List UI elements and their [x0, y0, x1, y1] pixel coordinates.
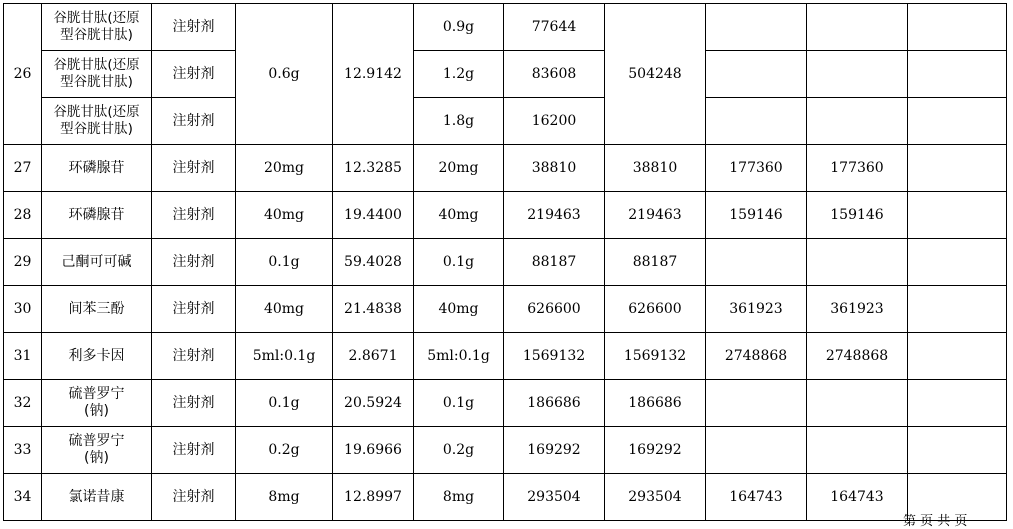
sub-specification: 40mg: [414, 286, 504, 333]
drug-name: 间苯三酚: [42, 286, 152, 333]
specification: 40mg: [236, 286, 333, 333]
sub-specification: 0.1g: [414, 239, 504, 286]
unit-price: 12.3285: [333, 145, 414, 192]
sub-specification: 5ml:0.1g: [414, 333, 504, 380]
specification: 8mg: [236, 474, 333, 521]
table-row: [4, 380, 1007, 427]
column-9: 164743: [807, 474, 908, 521]
dosage-form: 注射剂: [152, 380, 236, 427]
unit-price: 2.8671: [333, 333, 414, 380]
quantity: 88187: [504, 239, 605, 286]
drug-name: 环磷腺苷: [42, 145, 152, 192]
dosage-form: 注射剂: [152, 333, 236, 380]
column-9: [807, 4, 908, 51]
drug-name: 己酮可可碱: [42, 239, 152, 286]
row-number: 29: [4, 239, 42, 286]
column-10: [908, 380, 1007, 427]
column-10: [908, 4, 1007, 51]
quantity: 219463: [504, 192, 605, 239]
table-row: [4, 286, 1007, 333]
specification: 0.6g: [236, 4, 333, 145]
table-row: [4, 145, 1007, 192]
sub-specification: 0.9g: [414, 4, 504, 51]
table-row: [4, 474, 1007, 521]
row-number: 27: [4, 145, 42, 192]
specification: 0.1g: [236, 239, 333, 286]
specification: 0.1g: [236, 380, 333, 427]
row-number: 28: [4, 192, 42, 239]
total-quantity: 626600: [605, 286, 706, 333]
total-quantity: 504248: [605, 4, 706, 145]
column-8: 164743: [706, 474, 807, 521]
unit-price: 21.4838: [333, 286, 414, 333]
quantity: 77644: [504, 4, 605, 51]
column-10: [908, 286, 1007, 333]
specification: 5ml:0.1g: [236, 333, 333, 380]
unit-price: 19.6966: [333, 427, 414, 474]
column-8: 361923: [706, 286, 807, 333]
dosage-form: 注射剂: [152, 51, 236, 98]
drug-name: 环磷腺苷: [42, 192, 152, 239]
column-9: 361923: [807, 286, 908, 333]
table-row: [4, 333, 1007, 380]
table-row: [4, 4, 1007, 51]
column-9: [807, 98, 908, 145]
sub-specification: 20mg: [414, 145, 504, 192]
unit-price: 59.4028: [333, 239, 414, 286]
column-8: [706, 239, 807, 286]
dosage-form: 注射剂: [152, 474, 236, 521]
dosage-form: 注射剂: [152, 192, 236, 239]
column-10: [908, 51, 1007, 98]
total-quantity: 169292: [605, 427, 706, 474]
column-8: [706, 98, 807, 145]
total-quantity: 219463: [605, 192, 706, 239]
sub-specification: 1.2g: [414, 51, 504, 98]
column-10: [908, 192, 1007, 239]
row-number: 31: [4, 333, 42, 380]
quantity: 38810: [504, 145, 605, 192]
column-9: [807, 380, 908, 427]
column-9: [807, 427, 908, 474]
column-8: [706, 427, 807, 474]
row-number: 30: [4, 286, 42, 333]
total-quantity: 1569132: [605, 333, 706, 380]
column-9: 2748868: [807, 333, 908, 380]
column-10: [908, 98, 1007, 145]
quantity: 293504: [504, 474, 605, 521]
unit-price: 12.9142: [333, 4, 414, 145]
sub-specification: 0.1g: [414, 380, 504, 427]
quantity: 626600: [504, 286, 605, 333]
total-quantity: 88187: [605, 239, 706, 286]
sub-specification: 40mg: [414, 192, 504, 239]
unit-price: 12.8997: [333, 474, 414, 521]
table-row: [4, 427, 1007, 474]
column-8: [706, 380, 807, 427]
column-10: [908, 145, 1007, 192]
quantity: 1569132: [504, 333, 605, 380]
row-number: 32: [4, 380, 42, 427]
sub-specification: 0.2g: [414, 427, 504, 474]
dosage-form: 注射剂: [152, 286, 236, 333]
drug-name: 硫普罗宁 (钠): [42, 380, 152, 427]
row-number: 34: [4, 474, 42, 521]
sub-specification: 8mg: [414, 474, 504, 521]
quantity: 83608: [504, 51, 605, 98]
unit-price: 19.4400: [333, 192, 414, 239]
column-10: [908, 333, 1007, 380]
unit-price: 20.5924: [333, 380, 414, 427]
row-number: 33: [4, 427, 42, 474]
quantity: 186686: [504, 380, 605, 427]
specification: 20mg: [236, 145, 333, 192]
row-number: 26: [4, 4, 42, 145]
quantity: 169292: [504, 427, 605, 474]
table-row: [4, 239, 1007, 286]
drug-name: 硫普罗宁 (钠): [42, 427, 152, 474]
drug-name: 谷胱甘肽(还原 型谷胱甘肽): [42, 98, 152, 145]
quantity: 16200: [504, 98, 605, 145]
dosage-form: 注射剂: [152, 4, 236, 51]
dosage-form: 注射剂: [152, 239, 236, 286]
column-8: [706, 51, 807, 98]
column-8: [706, 4, 807, 51]
table-row: [4, 192, 1007, 239]
column-9: [807, 239, 908, 286]
column-9: [807, 51, 908, 98]
total-quantity: 38810: [605, 145, 706, 192]
specification: 40mg: [236, 192, 333, 239]
drug-name: 氯诺昔康: [42, 474, 152, 521]
drug-name: 谷胱甘肽(还原 型谷胱甘肽): [42, 51, 152, 98]
dosage-form: 注射剂: [152, 98, 236, 145]
column-8: 159146: [706, 192, 807, 239]
total-quantity: 293504: [605, 474, 706, 521]
specification: 0.2g: [236, 427, 333, 474]
column-8: 2748868: [706, 333, 807, 380]
drug-name: 利多卡因: [42, 333, 152, 380]
dosage-form: 注射剂: [152, 427, 236, 474]
dosage-form: 注射剂: [152, 145, 236, 192]
column-10: [908, 239, 1007, 286]
page-footer-note: 第 页 共 页: [903, 514, 968, 529]
column-9: 177360: [807, 145, 908, 192]
column-9: 159146: [807, 192, 908, 239]
drug-name: 谷胱甘肽(还原 型谷胱甘肽): [42, 4, 152, 51]
sub-specification: 1.8g: [414, 98, 504, 145]
drug-price-table: [3, 3, 1007, 521]
table-row: [4, 51, 1007, 98]
table-row: [4, 98, 1007, 145]
column-10: [908, 427, 1007, 474]
total-quantity: 186686: [605, 380, 706, 427]
column-8: 177360: [706, 145, 807, 192]
